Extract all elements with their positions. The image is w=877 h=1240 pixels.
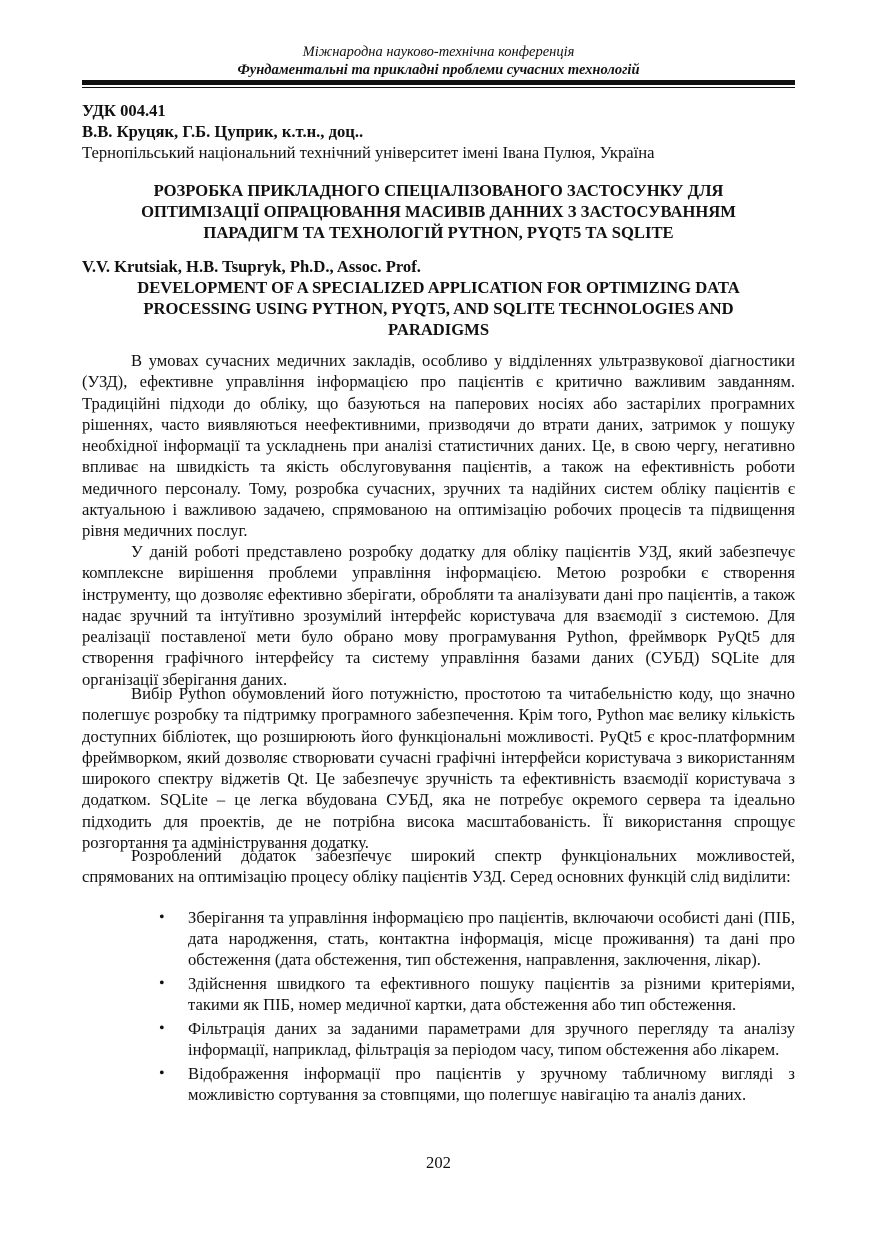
title-ua: РОЗРОБКА ПРИКЛАДНОГО СПЕЦІАЛІЗОВАНОГО ЗАСТОСУНКУ ДЛЯ ОПТИМІЗАЦІЇ ОПРАЦЮВАННЯ МАСИВІВ ДАННИХ З ЗАСТОСУВАННЯМ ПАРАДИГМ ТА ТЕХНОЛОГІЙ PYTHON, PYQT5 ТА SQLITE <box>141 181 736 242</box>
header-rule-thick <box>82 80 795 85</box>
bullet-icon: • <box>159 1020 165 1037</box>
bullet-icon: • <box>159 909 165 926</box>
header-rule-thin <box>82 87 795 88</box>
list-item <box>82 1063 795 1105</box>
list-item <box>82 973 795 1015</box>
list-item-text: Зберігання та управління інформацією про пацієнтів, включаючи особисті дані (ПІБ, дата народження, стать, контактна інформація, місце проживання) та дані про обстеження (дата обстеження, тип обстеження, направлення, заключення, лікар). <box>188 908 795 969</box>
bullet-icon: • <box>159 975 165 992</box>
page-number: 202 <box>426 1153 451 1172</box>
udk-code: УДК 004.41 <box>82 101 166 120</box>
body-paragraph-3: Вибір Python обумовлений його потужністю, простотою та читабельністю коду, що значно полегшує розробку та підтримку програмного забезпечення. Крім того, Python має велику кількість доступних бібліотек, що розширюють його функціональні можливості. PyQt5 є крос-платформним фреймворком, який дозволяє створювати сучасні графічні інтерфейси користувача з використанням широкого спектру віджетів Qt. Це забезпечує зручність та ефективність взаємодії користувача з додатком. SQLite – це легка вбудована СУБД, яка не потребує окремого сервера та ідеально підходить для проектів, де не потрібна висока масштабованість. Її використання спрощує розгортання та адміністрування додатку. <box>82 684 795 853</box>
feature-list <box>82 907 795 1108</box>
list-item <box>82 1018 795 1060</box>
affiliation: Тернопільський національний технічний університет імені Івана Пулюя, Україна <box>82 143 655 162</box>
authors-ua: В.В. Круцяк, Г.Б. Цуприк, к.т.н., доц.. <box>82 122 364 141</box>
bullet-icon: • <box>159 1065 165 1082</box>
list-item <box>82 907 795 970</box>
title-en: DEVELOPMENT OF A SPECIALIZED APPLICATION FOR OPTIMIZING DATA PROCESSING USING PYTHON, PYQT5, AND SQLITE TECHNOLOGIES AND PARADIGMS <box>137 278 740 339</box>
body-paragraph-4: Розроблений додаток забезпечує широкий спектр функціональних можливостей, спрямованих на оптимізацію процесу обліку пацієнтів УЗД. Серед основних функцій слід виділити: <box>82 846 795 887</box>
body-paragraph-1: В умовах сучасних медичних закладів, особливо у відділеннях ультразвукової діагностики (УЗД), ефективне управління інформацією про пацієнтів є критично важливим завданням. Традиційні підходи до обліку, що базуються на паперових носіях або застарілих програмних рішеннях, часто виявляються неефективними, призводячи до втрати даних, затримок у пошуку необхідної інформації та ускладнень при аналізі статистичних даних. Це, в свою чергу, негативно впливає на швидкість та якість обслуговування пацієнтів, а також на ефективність роботи медичного персоналу. Тому, розробка сучасних, зручних та надійних систем обліку пацієнтів є актуальною і важливою задачею, спрямованою на оптимізацію робочих процесів та підвищення рівня медичних послуг. <box>82 351 795 541</box>
body-paragraph-2: У даній роботі представлено розробку додатку для обліку пацієнтів УЗД, який забезпечує комплексне вирішення проблеми управління інформацією. Метою розробки є створення інструменту, що дозволяє ефективно зберігати, обробляти та аналізувати дані про пацієнтів, а також надає зручний та інтуїтивно зрозумілий інтерфейс користувача для взаємодії з системою. Для реалізації поставленої мети було обрано мову програмування Python, фреймворк PyQt5 для створення графічного інтерфейсу та систему управління базами даних (СУБД) SQLite для організації зберігання даних. <box>82 542 795 689</box>
authors-en: V.V. Krutsiak, H.B. Tsupryk, Ph.D., Assoc. Prof. <box>82 257 421 276</box>
list-item-text: Фільтрація даних за заданими параметрами для зручного перегляду та аналізу інформації, наприклад, фільтрація за періодом часу, типом обстеження або лікарем. <box>188 1019 795 1059</box>
list-item-text: Здійснення швидкого та ефективного пошуку пацієнтів за різними критеріями, такими як ПІБ, номер медичної картки, дата обстеження або тип обстеження. <box>188 974 795 1014</box>
list-item-text: Відображення інформації про пацієнтів у зручному табличному вигляді з можливістю сортування за стовпцями, що полегшує навігацію та аналіз даних. <box>188 1064 795 1104</box>
running-header-title: Фундаментальні та прикладні проблеми сучасних технологій <box>237 62 640 78</box>
running-header-conference: Міжнародна науково-технічна конференція <box>302 44 575 60</box>
